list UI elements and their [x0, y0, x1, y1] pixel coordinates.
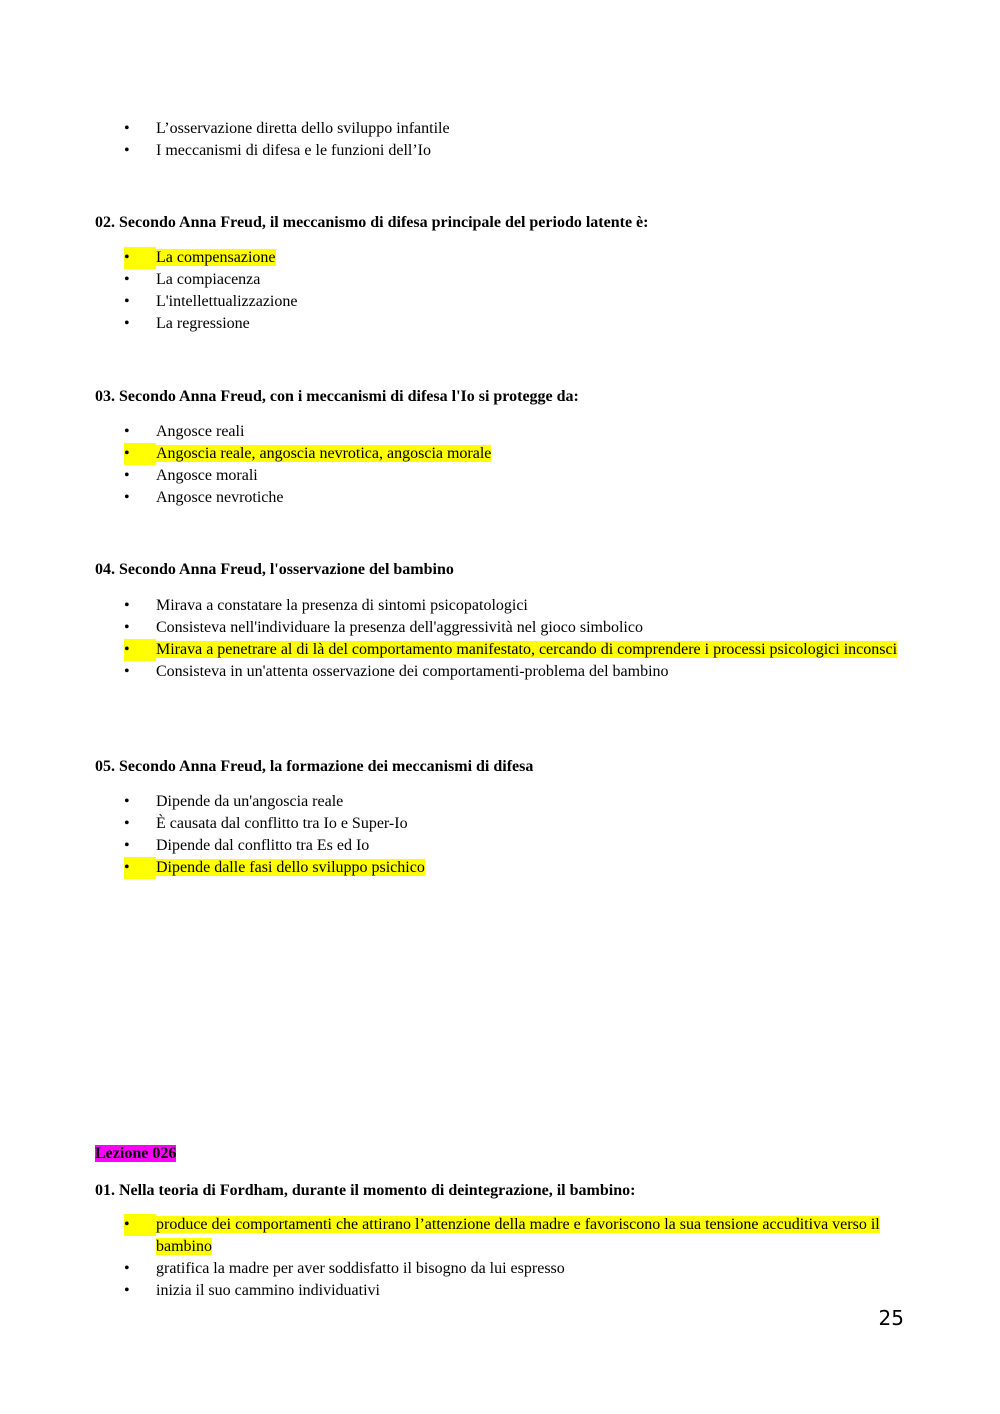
list-item [124, 617, 914, 639]
list-item-correct [124, 443, 914, 465]
option-text: Dipende dalle fasi dello sviluppo psichico [156, 859, 425, 876]
bullet-icon: • [124, 663, 130, 680]
option-text: Mirava a penetrare al di là del comportamento manifestato, cercando di comprendere i processi psicologici inconsci [156, 641, 898, 658]
bullet-icon: • [124, 443, 156, 465]
option-text: La compiacenza [156, 271, 261, 288]
option-text: Mirava a constatare la presenza di sintomi psicopatologici [156, 597, 528, 614]
bullet-icon: • [124, 293, 130, 310]
bullet-icon: • [124, 1214, 156, 1236]
page-number: 25 [878, 1306, 904, 1330]
list-item [124, 118, 914, 140]
option-text: gratifica la madre per aver soddisfatto il bisogno da lui espresso [156, 1260, 565, 1277]
question-options-list [124, 791, 914, 879]
option-text: La regressione [156, 315, 250, 332]
list-item [124, 661, 914, 683]
bullet-icon: • [124, 1282, 130, 1299]
option-text: inizia il suo cammino individuativi [156, 1282, 380, 1299]
option-text: La compensazione [156, 249, 276, 266]
bullet-icon: • [124, 423, 130, 440]
bullet-icon: • [124, 315, 130, 332]
bullet-icon: • [124, 597, 130, 614]
list-item-correct [124, 247, 914, 269]
bullet-icon: • [124, 467, 130, 484]
question-options-list [124, 421, 914, 509]
option-text: Dipende dal conflitto tra Es ed Io [156, 837, 370, 854]
bullet-icon: • [124, 1260, 130, 1277]
list-item [124, 291, 914, 313]
option-text: Angosce reali [156, 423, 245, 440]
option-text: L’osservazione diretta dello sviluppo infantile [156, 120, 450, 137]
bullet-icon: • [124, 639, 156, 661]
option-text: Consisteva nell'individuare la presenza dell'aggressività nel gioco simbolico [156, 619, 643, 636]
list-item-correct [124, 857, 914, 879]
list-item [124, 595, 914, 617]
option-text: Dipende da un'angoscia reale [156, 793, 344, 810]
question-title: 03. Secondo Anna Freud, con i meccanismi di difesa l'Io si protegge da: [95, 388, 579, 405]
list-item [124, 140, 914, 162]
question-title: 04. Secondo Anna Freud, l'osservazione del bambino [95, 561, 454, 578]
intro-options-list [124, 118, 914, 162]
option-text: Angoscia reale, angoscia nevrotica, angoscia morale [156, 445, 492, 462]
list-item [124, 1280, 914, 1302]
list-item [124, 1258, 914, 1280]
lesson-label: Lezione 026 [95, 1145, 177, 1162]
question-title: 01. Nella teoria di Fordham, durante il momento di deintegrazione, il bambino: [95, 1182, 636, 1199]
list-item [124, 421, 914, 443]
bullet-icon: • [124, 142, 130, 159]
question-options-list [124, 247, 914, 335]
option-text: Consisteva in un'attenta osservazione dei comportamenti-problema del bambino [156, 663, 669, 680]
bullet-icon: • [124, 857, 156, 879]
list-item [124, 835, 914, 857]
bullet-icon: • [124, 489, 130, 506]
bullet-icon: • [124, 271, 130, 288]
lesson-heading [95, 1143, 176, 1165]
option-text: È causata dal conflitto tra Io e Super-Io [156, 815, 408, 832]
list-item-correct [124, 1214, 914, 1258]
option-text: Angosce nevrotiche [156, 489, 284, 506]
list-item [124, 465, 914, 487]
bullet-icon: • [124, 793, 130, 810]
list-item [124, 791, 914, 813]
bullet-icon: • [124, 815, 130, 832]
list-item-correct [124, 639, 914, 661]
option-text: produce dei comportamenti che attirano l’attenzione della madre e favoriscono la sua tensione accuditiva verso il bambino [156, 1216, 880, 1255]
bullet-icon: • [124, 837, 130, 854]
bullet-icon: • [124, 619, 130, 636]
list-item [124, 813, 914, 835]
option-text: L'intellettualizzazione [156, 293, 298, 310]
list-item [124, 313, 914, 335]
option-text: I meccanismi di difesa e le funzioni dell’Io [156, 142, 432, 159]
bullet-icon: • [124, 120, 130, 137]
question-title: 02. Secondo Anna Freud, il meccanismo di difesa principale del periodo latente è: [95, 214, 649, 231]
question-options-list [124, 1214, 914, 1302]
option-text: Angosce morali [156, 467, 258, 484]
list-item [124, 487, 914, 509]
question-options-list [124, 595, 914, 683]
bullet-icon: • [124, 247, 156, 269]
list-item [124, 269, 914, 291]
question-title: 05. Secondo Anna Freud, la formazione dei meccanismi di difesa [95, 758, 534, 775]
